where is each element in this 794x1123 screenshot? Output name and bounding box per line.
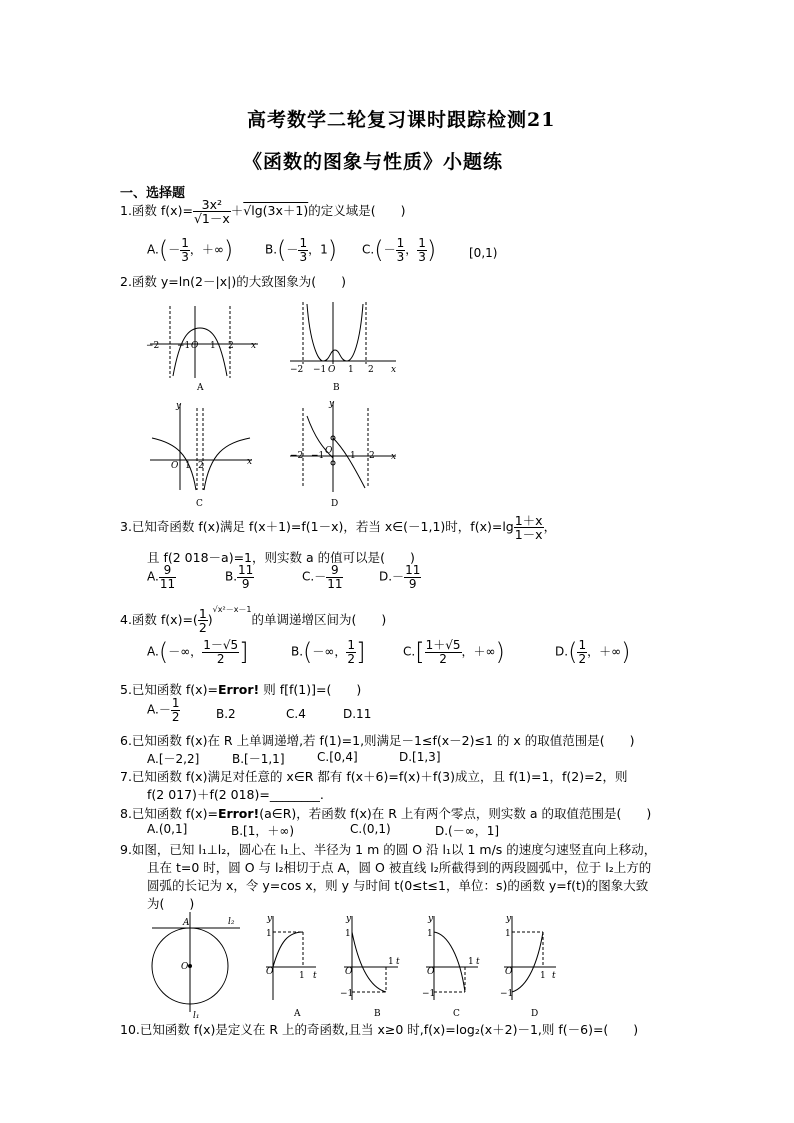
q9c-t-label: t [476, 957, 480, 967]
q8-option-c: C.(0,1) [350, 822, 391, 836]
q2b-x-label: x [391, 365, 397, 375]
q1-fraction [193, 198, 231, 225]
question-3: 3.已知奇函数 f(x)满足 f(x＋1)=f(1－x)，若当 x∈(－1,1)时，f(x)=lg $\frac{1+x}{1-x}$ ， [120, 513, 557, 543]
q2d-tick-1: 1 [350, 451, 356, 461]
q9-line3: 圆弧的长记为 x，令 y=cos x，则 y 与时间 t(0≤t≤1，单位：s)的函数 y=f(t)的图象大致 [147, 878, 649, 893]
q8-option-d: D.(－∞，1] [435, 824, 500, 838]
q2-graph-d [290, 402, 396, 492]
q3-option-b: B. $\frac{11}{9}$ [225, 563, 254, 591]
q5-error: Error! [217, 682, 260, 697]
q2c-x-label: x [247, 457, 253, 467]
q1-sqrt: √lg(3x＋1) [243, 203, 309, 219]
q2c-tick-1: 1 [185, 461, 191, 471]
question-1 [120, 198, 405, 225]
q3-line2: 且 f(2 018－a)=1，则实数 a 的值可以是( ) [147, 550, 415, 565]
q1-option-a: A.(－ $\frac{1}{3}$ ，＋∞) [147, 235, 234, 264]
q9b-tick-m1: −1 [340, 989, 354, 999]
q1-numerator: 3x² [193, 198, 231, 212]
q6-option-c: C.[0,4] [317, 750, 358, 764]
q8-error: Error! [217, 806, 260, 821]
q9-graph-a-label: A [294, 1009, 301, 1019]
q2c-y-label: y [176, 401, 182, 411]
question-5: 5.已知函数 f(x)=Error! 则 f[f(1)]=( ) [120, 682, 362, 697]
q4-option-d: D.( $\frac{1}{2}$ ，＋∞) [555, 637, 631, 666]
q9a-t-label: t [313, 971, 317, 981]
q9-graph-d [504, 916, 556, 1000]
q2a-tick-m2: −2 [146, 341, 160, 351]
q9a-y-label: y [267, 914, 273, 924]
q3-line1: 3.已知奇函数 f(x)满足 f(x＋1)=f(1－x)，若当 x∈(－1,1)时，f(x)=lg [120, 519, 514, 535]
q2b-tick-2: 2 [368, 365, 374, 375]
q3-option-c: C.－ $\frac{9}{11}$ [302, 563, 343, 591]
question-8: 8.已知函数 f(x)=Error!(a∈R)，若函数 f(x)在 R 上有两个零点，则实数 a 的取值范围是( ) [120, 806, 652, 821]
q9-figures [148, 912, 558, 1022]
q8-option-b: B.[1，＋∞) [231, 824, 295, 838]
q9-graph-c-label: C [453, 1009, 460, 1019]
q1-plus: ＋ [230, 203, 244, 219]
q9-l2-label: l₂ [228, 917, 235, 927]
q9-line2: 且在 t=0 时，圆 O 与 l₂相切于点 A，圆 O 被直线 l₂所截得到的两段圆弧中，位于 l₂上方的 [147, 860, 652, 875]
q9b-tick-t1: 1 [388, 957, 394, 967]
question-9: 9.如图，已知 l₁⊥l₂，圆心在 l₁上、半径为 1 m 的圆 O 沿 l₁以 1 m/s 的速度匀速竖直向上移动， [120, 842, 657, 857]
q4-option-b: B.(－∞， $\frac{1}{2}$ ] [291, 637, 366, 666]
q9c-tick-m1: −1 [422, 989, 436, 999]
q1-option-c: C.(－ $\frac{1}{3}$ ， $\frac{1}{3}$ ) [362, 235, 437, 264]
q2a-tick-1: 1 [210, 341, 216, 351]
q9c-y-label: y [428, 914, 434, 924]
q2d-tick-m1: −1 [311, 451, 325, 461]
q9d-tick-t1: 1 [540, 971, 546, 981]
q9c-tick-t1: 1 [468, 957, 474, 967]
q2c-origin: O [171, 461, 179, 471]
q2a-tick-2: 2 [228, 341, 234, 351]
q2d-x-label: x [391, 452, 397, 462]
question-7: 7.已知函数 f(x)满足对任意的 x∈R 都有 f(x＋6)=f(x)＋f(3)成立，且 f(1)=1，f(2)=2，则 [120, 769, 628, 784]
q5-option-a: A.－ $\frac{1}{2}$ [147, 696, 180, 724]
q1-prefix: 1.函数 f(x)= [120, 203, 193, 219]
q9d-tick-m1: −1 [500, 989, 514, 999]
q2-graph-c [150, 404, 252, 490]
q3-fraction: $\frac{1+x}{1-x}$ [514, 513, 543, 543]
q7-line2: f(2 017)＋f(2 018)=________. [147, 787, 324, 802]
q2b-origin: O [328, 365, 336, 375]
q2d-y-label: y [329, 399, 335, 409]
q9d-y-label: y [506, 914, 512, 924]
q9-graph-b-label: B [374, 1009, 381, 1019]
q9d-tick-1: 1 [505, 929, 511, 939]
q4-option-c: C.[ $\frac{1+√5}{2}$ ，＋∞) [403, 637, 505, 666]
q9-circle-figure [152, 912, 240, 1012]
q9b-y-label: y [346, 914, 352, 924]
q9a-tick-1: 1 [266, 929, 272, 939]
q6-option-a: A.[－2,2] [147, 752, 200, 766]
q9b-origin: O [345, 967, 353, 977]
q2-graph-c-label: C [196, 499, 203, 509]
q1-option-d: [0,1) [469, 246, 498, 260]
q2-graph-a [150, 306, 258, 378]
q9-graph-d-label: D [531, 1009, 539, 1019]
q1-denominator: √1－x [193, 211, 230, 227]
q4-exponent: √x²－x－1 [212, 605, 252, 614]
q2a-origin: O [191, 341, 199, 351]
question-4: 4.函数 f(x)=( $\frac{1}{2}$ )$^{√x^2-x-1}$的单调递增区间为( ) [120, 605, 387, 635]
q2-graph-a-label: A [197, 383, 204, 393]
q8-option-a: A.(0,1] [147, 822, 188, 836]
q9c-origin: O [427, 967, 435, 977]
q3-option-a: A. $\frac{9}{11}$ [147, 563, 176, 591]
q9b-tick-1: 1 [345, 929, 351, 939]
q2-graph-b [290, 302, 396, 364]
page-title: 高考数学二轮复习课时跟踪检测21 [247, 109, 556, 131]
q2b-tick-m1: −1 [313, 365, 327, 375]
question-10: 10.已知函数 f(x)是定义在 R 上的奇函数,且当 x≥0 时,f(x)=log₂(x＋2)－1,则 f(－6)=( ) [120, 1022, 639, 1037]
q9-l1-label: l₁ [193, 1011, 200, 1021]
q9c-tick-1: 1 [427, 929, 433, 939]
q2a-tick-m1: −1 [177, 341, 191, 351]
q2-graphs [140, 298, 420, 513]
q9b-t-label: t [396, 957, 400, 967]
q6-option-d: D.[1,3] [399, 750, 441, 764]
q9a-origin: O [266, 967, 274, 977]
q2d-tick-m2: −2 [290, 451, 304, 461]
q1-suffix: 的定义域是( ) [308, 203, 406, 219]
q2-graph-d-label: D [331, 499, 339, 509]
q9-graph-a [266, 916, 316, 1000]
section-heading: 一、选择题 [120, 186, 186, 201]
q2b-tick-m2: −2 [290, 365, 304, 375]
q2b-tick-1: 1 [348, 365, 354, 375]
q9-center-o: O [181, 962, 189, 972]
question-6: 6.已知函数 f(x)在 R 上单调递增,若 f(1)=1,则满足－1≤f(x－2)≤1 的 x 的取值范围是( ) [120, 733, 635, 748]
q9d-t-label: t [552, 971, 556, 981]
q4-option-a: A.(－∞， $\frac{1-√5}{2}$ ] [147, 637, 249, 666]
q3-option-d: D.－ $\frac{11}{9}$ [379, 563, 421, 591]
q9-line4: 为( ) [147, 896, 195, 911]
q9d-origin: O [505, 967, 513, 977]
q9a-tick-t1: 1 [299, 971, 305, 981]
q2d-origin: O [325, 446, 333, 456]
q5-option-b: B.2 [216, 707, 236, 721]
q2-graph-b-label: B [333, 383, 340, 393]
q9-point-a: A [183, 918, 190, 928]
q5-option-c: C.4 [286, 707, 306, 721]
q6-option-b: B.[－1,1] [232, 752, 285, 766]
q2d-tick-2: 2 [369, 451, 375, 461]
question-2: 2.函数 y=ln(2－|x|)的大致图象为( ) [120, 274, 346, 289]
q5-option-d: D.11 [343, 707, 372, 721]
q2a-x-label: x [251, 341, 257, 351]
q1-option-b: B.(－ $\frac{1}{3}$ ，1) [265, 235, 338, 264]
q2c-tick-2: 2 [198, 461, 204, 471]
page-subtitle: 《函数的图象与性质》小题练 [243, 151, 504, 173]
